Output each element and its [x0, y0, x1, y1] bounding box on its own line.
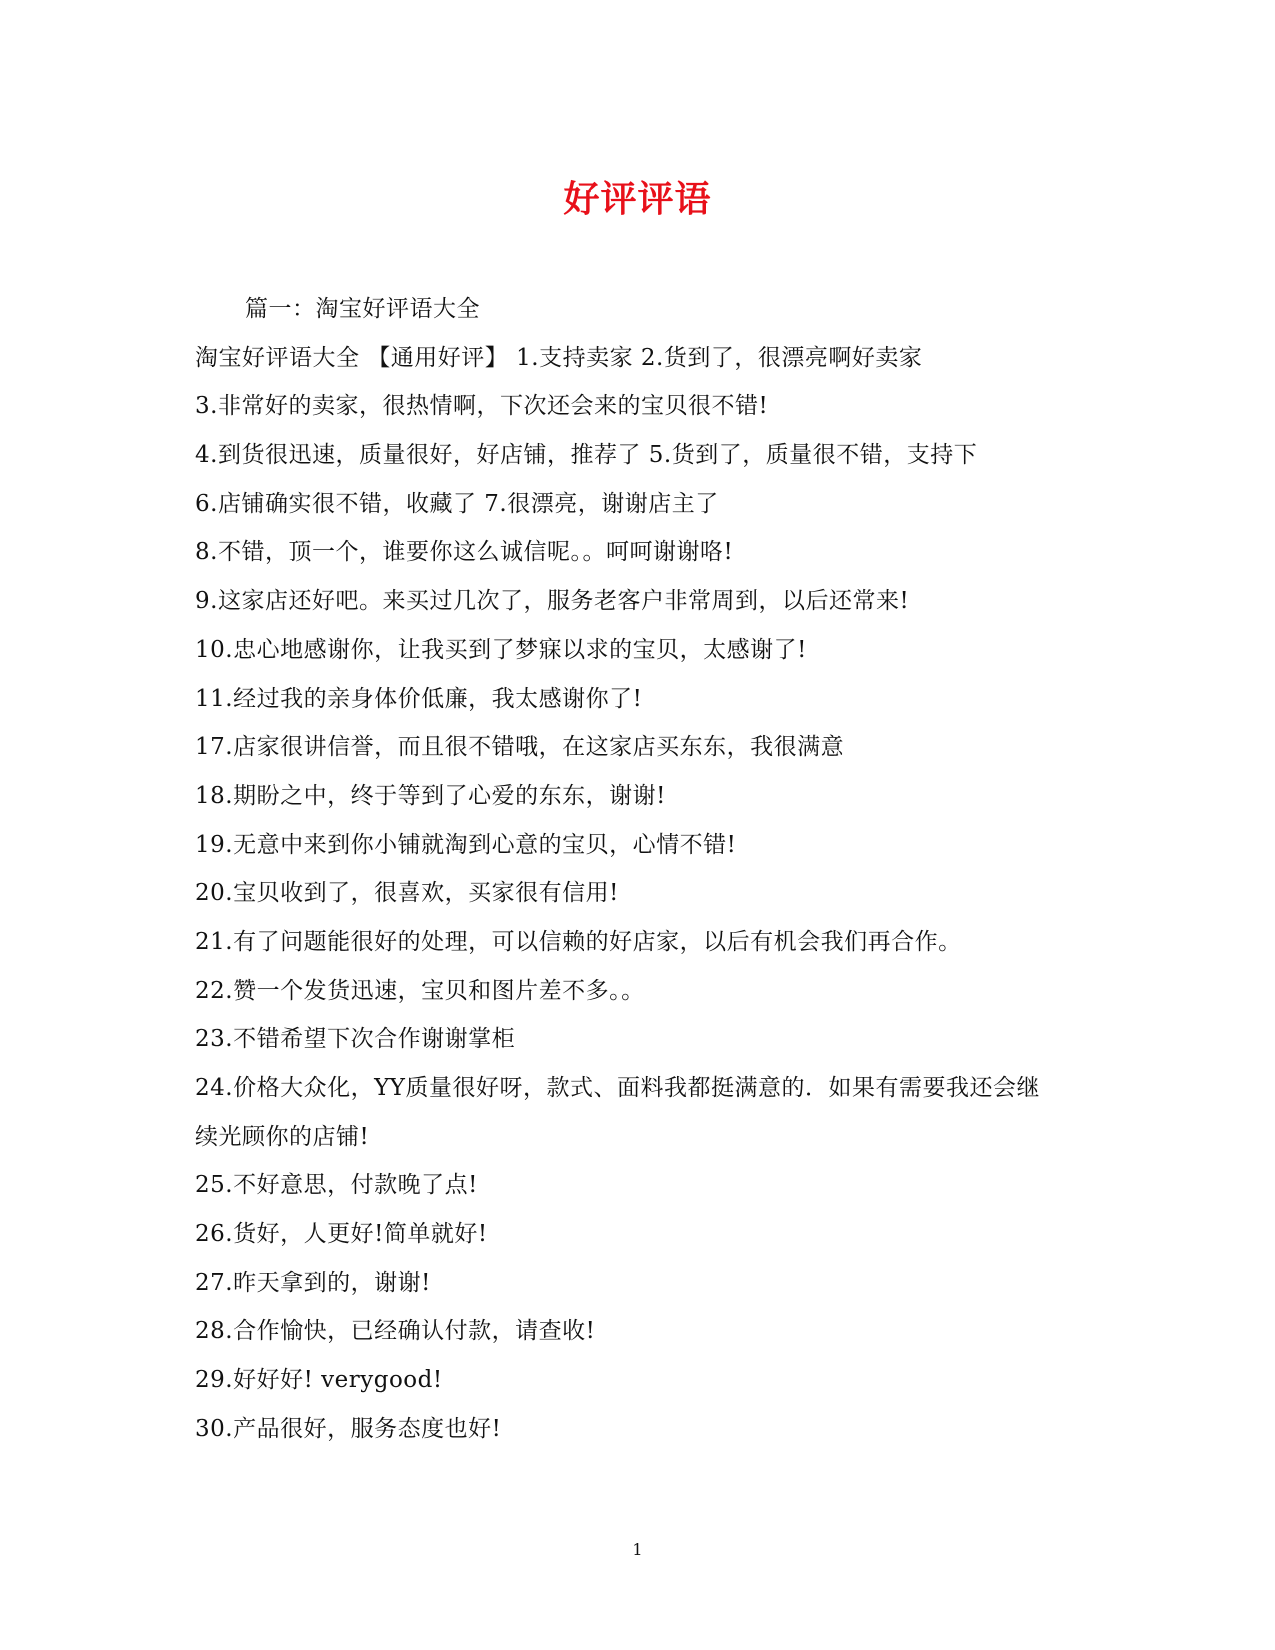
- text-line: 19.无意中来到你小铺就淘到心意的宝贝，心情不错!: [195, 831, 737, 858]
- text-line: 18.期盼之中，终于等到了心爱的东东，谢谢!: [195, 782, 666, 809]
- text-line: 6.店铺确实很不错，收藏了 7.很漂亮，谢谢店主了: [195, 490, 719, 517]
- text-line: 25.不好意思，付款晚了点!: [195, 1172, 478, 1199]
- text-line: 21.有了问题能很好的处理，可以信赖的好店家，以后有机会我们再合作。: [195, 928, 962, 955]
- text-line: 20.宝贝收到了，很喜欢，买家很有信用!: [195, 880, 619, 907]
- text-line: 28.合作愉快，已经确认付款，请查收!: [195, 1318, 596, 1345]
- text-line: 4.到货很迅速，质量很好，好店铺，推荐了 5.货到了，质量很不错，支持下: [195, 442, 978, 469]
- text-line: 29.好好好! verygood!: [195, 1367, 443, 1394]
- document-body: [195, 285, 1095, 1454]
- text-line: 淘宝好评语大全 【通用好评】 1.支持卖家 2.货到了，很漂亮啊好卖家: [195, 344, 923, 371]
- text-line: 3.非常好的卖家，很热情啊，下次还会来的宝贝很不错!: [195, 393, 769, 420]
- text-line: 24.价格大众化，YY质量很好呀，款式、面料我都挺满意的．如果有需要我还会继: [195, 1075, 1040, 1101]
- text-line: 10.忠心地感谢你，让我买到了梦寐以求的宝贝，太感谢了!: [195, 636, 807, 663]
- document-title: 好评评语: [563, 178, 712, 220]
- text-line: 11.经过我的亲身体价低廉，我太感谢你了!: [195, 685, 643, 712]
- text-line: 27.昨天拿到的，谢谢!: [195, 1269, 431, 1296]
- text-line: 9.这家店还好吧。来买过几次了，服务老客户非常周到，以后还常来!: [195, 588, 910, 615]
- text-line: 17.店家很讲信誉，而且很不错哦，在这家店买东东，我很满意: [195, 734, 845, 761]
- text-line: 续光顾你的店铺!: [195, 1123, 370, 1150]
- page-number: 1: [632, 1540, 643, 1559]
- text-line: 8.不错，顶一个，谁要你这么诚信呢。。呵呵谢谢咯!: [195, 539, 734, 566]
- text-line: 26.货好，人更好!简单就好!: [195, 1221, 488, 1248]
- section-heading: 篇一：淘宝好评语大全: [245, 296, 480, 322]
- text-line: 22.赞一个发货迅速，宝贝和图片差不多。。: [195, 977, 645, 1004]
- text-line: 30.产品很好，服务态度也好!: [195, 1415, 502, 1442]
- text-line: 23.不错希望下次合作谢谢掌柜: [195, 1026, 516, 1053]
